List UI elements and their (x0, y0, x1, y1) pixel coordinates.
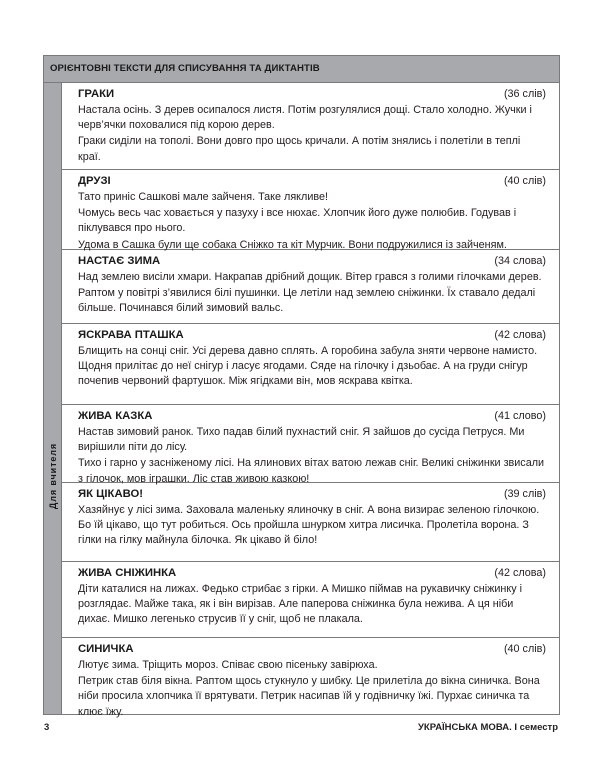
text-frame (43, 55, 560, 718)
sections (62, 83, 559, 718)
paragraph: Раптом у повітрі з’явилися білі пушинки. Це летіли над землею сніжинки. Їх ставало дедалі більше. Починався білий зимовий вальс. (78, 287, 536, 315)
paragraph: Настала осінь. З дерев осипалося листя. Потім розгулялися дощі. Стало холодно. Жучки і черв’ячки поховалися під корою дерев. (78, 104, 532, 132)
paragraph: Над землею висіли хмари. Накрапав дрібний дощик. Вітер грався з голими гілочками дерев. (78, 271, 542, 283)
paragraph: Лютує зима. Тріщить мороз. Співає свою пісеньку завірюха. (78, 659, 378, 671)
section-title: ГРАКИ (78, 88, 115, 100)
paragraph: Настав зимовий ранок. Тихо падав білий пухнастий сніг. Я зайшов до сусіда Петруся. Ми вирішили піти до лісу. (78, 426, 525, 454)
word-count: (36 слів) (503, 88, 546, 100)
book-title: УКРАЇНСЬКА МОВА. І семестр (417, 722, 558, 733)
word-count: (34 слова) (494, 255, 546, 267)
section-zhyva-kazka (62, 405, 559, 483)
paragraph: Удома в Сашка були ще собака Сніжко та кіт Мурчик. Вони подружилися із зайченям. (78, 238, 507, 251)
side-bar (44, 83, 62, 714)
paragraph: Граки сиділи на тополі. Вони довго про щось кричали. А потім знялись і полетіли в теплі краї. (78, 135, 521, 163)
word-count: (41 слово) (494, 410, 546, 422)
section-nastaye-zyma (62, 250, 559, 324)
section-title: ЯСКРАВА ПТАШКА (78, 329, 184, 341)
paragraph: Тато приніс Сашкові мале зайченя. Таке лякливе! (78, 191, 328, 203)
page-number: 3 (44, 722, 50, 733)
paragraph: Блищить на сонці сніг. Усі дерева давно сплять. А горобина забула зняти червоне намисто. Щодня прилітає до неї снігур і ласує ягодами. Сяде на гілочку і дзьобає. А на груди снігур почепив червоний фартушок. Між ягідками він, мов яскрава квітка. (78, 345, 538, 388)
paragraph: Діти каталися на лижах. Федько стрибає з гірки. А Мишко піймав на рукавичку сніжинку і розглядає. Майже така, як і він вирізав. Але паперова сніжинка була нежива. А ця ніби дихає. Мишко легенько струсив її у сніг, щоб не плакала. (78, 583, 523, 626)
section-title: ДРУЗІ (78, 175, 111, 187)
header-title: ОРІЄНТОВНІ ТЕКСТИ ДЛЯ СПИСУВАННЯ ТА ДИКТАНТІВ (50, 63, 320, 74)
section-title: ЖИВА КАЗКА (78, 410, 153, 422)
word-count: (40 слів) (503, 175, 546, 187)
section-title: ЖИВА СНІЖИНКА (78, 567, 177, 579)
section-druzi (62, 170, 559, 250)
paragraph: Чомусь весь час ховається у пазуху і все нюхає. Хлопчик його дуже полюбив. Годував і піклувався про нього. (78, 207, 517, 235)
paragraph: Петрик став біля вікна. Раптом щось стукнуло у шибку. Це прилетіла до вікна синичка. Вона ніби просила хлопчика її врятувати. Петрик насипав їй у годівничку їжі. Пурхає синичка та клює їжу. (78, 675, 540, 718)
header-bar (44, 56, 559, 83)
section-title: СИНИЧКА (78, 643, 134, 655)
paragraph: Хазяйнує у лісі зима. Заховала маленьку ялиночку в сніг. А вона визирає зеленою гілочкою. Бо їй цікаво, що тут робиться. Ось пройшла шнурком хитра лисичка. Пролетіла ворона. З гілки на гілку майнула білочка. Як цікаво й біло! (78, 504, 540, 547)
section-graky (62, 83, 559, 170)
section-synychka (62, 638, 559, 716)
section-yaskrava-ptashka (62, 324, 559, 405)
section-zhyva-snizhynka (62, 562, 559, 638)
paragraph: Тихо і гарно у засніженому лісі. На ялинових вітах ватою лежав сніг. Великі сніжинки звисали з гілочок, мов іграшки. Ліс став живою казкою! (78, 457, 545, 485)
word-count: (40 слів) (503, 643, 546, 655)
word-count: (42 слова) (494, 329, 546, 341)
word-count: (39 слів) (503, 488, 546, 500)
word-count: (42 слова) (494, 567, 546, 579)
section-title: НАСТАЄ ЗИМА (78, 255, 161, 267)
side-label: Для вчителя (48, 442, 58, 510)
section-title: ЯК ЦІКАВО! (78, 488, 144, 500)
section-yak-tsikavo (62, 483, 559, 562)
